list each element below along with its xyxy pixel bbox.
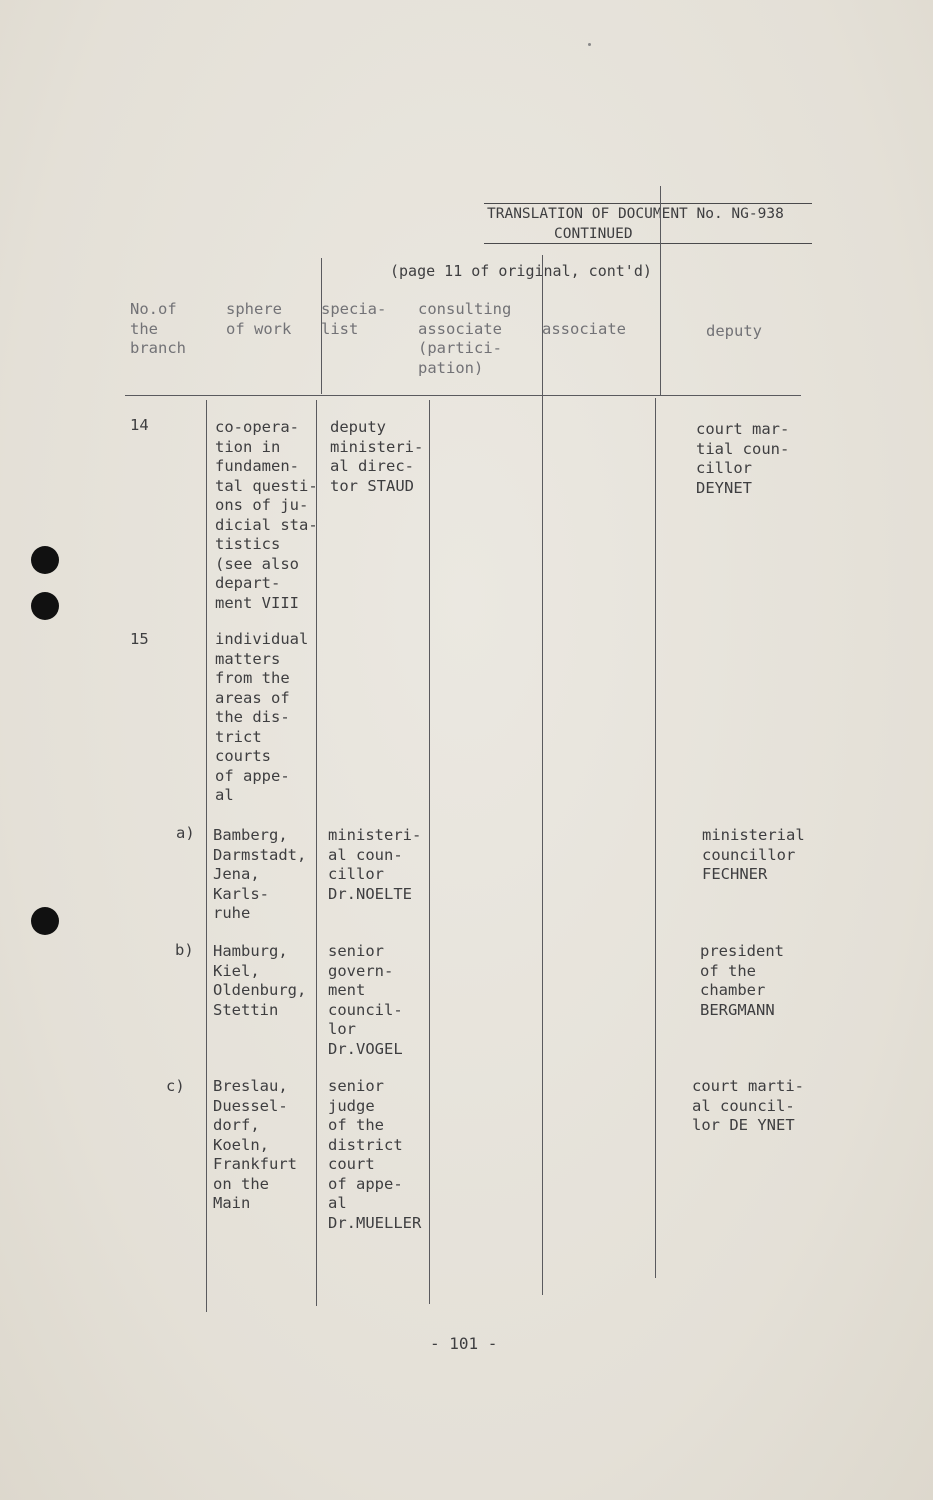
row-14-number: 14 — [130, 416, 149, 434]
row-15c-deputy: court marti- al council- lor DE YNET — [692, 1077, 804, 1134]
row-15a-specialist: ministeri- al coun- cillor Dr.NOELTE — [328, 826, 422, 903]
rule-deputy-body — [655, 398, 656, 1278]
row-15b-deputy: president of the chamber BERGMANN — [700, 942, 784, 1019]
header-rule-bottom — [484, 243, 812, 244]
row-14-deputy: court mar- tial coun- cillor DEYNET — [696, 420, 790, 497]
col-header-branch: No.of the branch — [130, 300, 186, 357]
column-header-rule — [125, 395, 801, 396]
punch-hole-bottom — [31, 907, 59, 935]
row-15a-deputy: ministerial councillor FECHNER — [702, 826, 805, 883]
row-15-number: 15 — [130, 630, 149, 648]
rule-associate — [542, 255, 543, 1295]
row-15b-specialist: senior govern- ment council- lor Dr.VOGEL — [328, 942, 403, 1058]
col-header-deputy: deputy — [706, 322, 762, 340]
rule-deputy — [660, 186, 661, 396]
row-15c-number: c) — [166, 1077, 185, 1095]
row-15b-sphere: Hamburg, Kiel, Oldenburg, Stettin — [213, 942, 307, 1019]
page-number: - 101 - — [430, 1334, 498, 1353]
col-header-consulting: consulting associate (partici- pation) — [418, 300, 512, 377]
col-header-associate: associate — [542, 320, 626, 338]
row-15a-number: a) — [176, 824, 195, 842]
punch-hole-top — [31, 546, 59, 574]
row-15b-number: b) — [175, 941, 194, 959]
col-header-specialist: specia- list — [321, 300, 387, 338]
paper-speck — [588, 43, 591, 46]
row-15-sphere: individual matters from the areas of the dis- trict courts of appe- al — [215, 630, 309, 804]
row-14-specialist: deputy ministeri- al direc- tor STAUD — [330, 418, 424, 495]
rule-consulting — [429, 400, 430, 1304]
row-14-sphere: co-opera- tion in fundamen- tal questi- ons of ju- dicial sta- tistics (see also depart- ment VIII — [215, 418, 318, 612]
col-header-sphere: sphere of work — [226, 300, 292, 338]
document-title: TRANSLATION OF DOCUMENT No. NG-938 — [487, 206, 784, 222]
rule-specialist — [321, 258, 322, 394]
row-15a-sphere: Bamberg, Darmstadt, Jena, Karls- ruhe — [213, 826, 307, 922]
continued-label: CONTINUED — [554, 226, 633, 242]
header-rule-top — [484, 203, 812, 204]
row-15c-sphere: Breslau, Duessel- dorf, Koeln, Frankfurt on the Main — [213, 1077, 297, 1212]
punch-hole-middle — [31, 592, 59, 620]
row-15c-specialist: senior judge of the district court of appe- al Dr.MUELLER — [328, 1077, 422, 1232]
page-note: (page 11 of original, cont'd) — [390, 262, 652, 280]
rule-sphere — [206, 400, 207, 1312]
